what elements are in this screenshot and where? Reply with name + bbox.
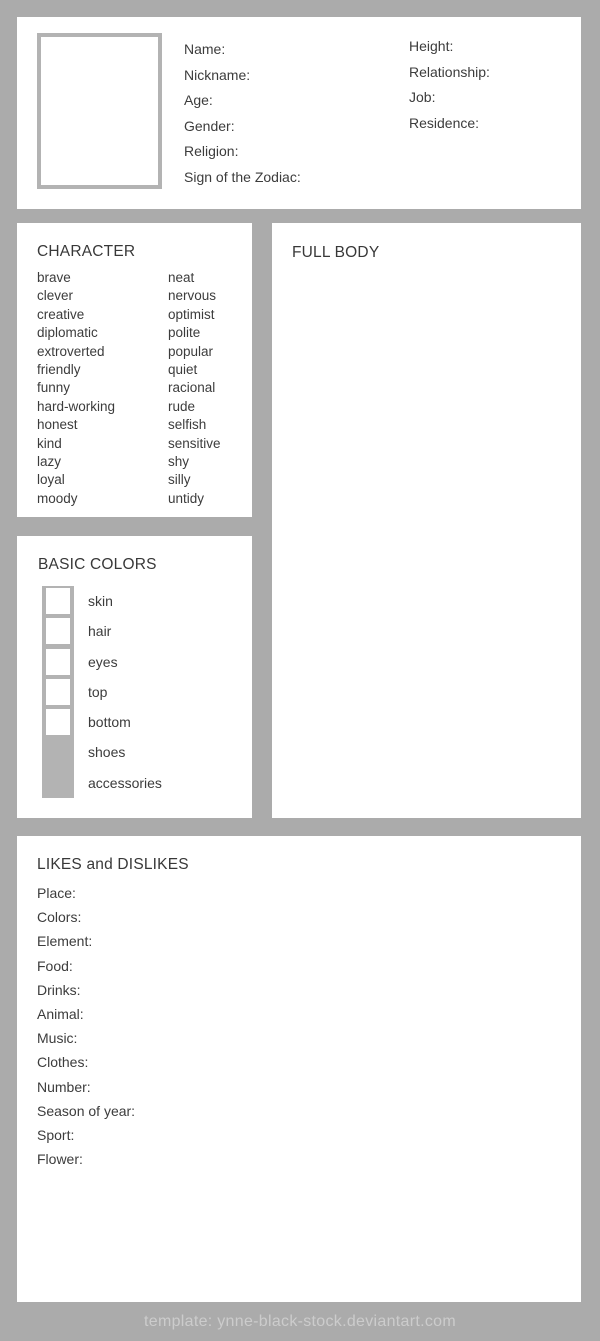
likes-field-label: Drinks: (37, 981, 81, 998)
trait-item: friendly (37, 362, 81, 378)
color-swatch[interactable] (46, 618, 70, 644)
trait-item: neat (168, 270, 195, 285)
basic-colors-title: BASIC COLORS (38, 556, 157, 573)
trait-list-right (168, 269, 221, 508)
trait-item: moody (37, 490, 78, 506)
trait-item: clever (37, 288, 74, 304)
trait-item: shy (168, 454, 190, 470)
trait-list-left (37, 269, 115, 508)
likes-field-label: Place: (37, 885, 76, 901)
basic-color-row (42, 737, 242, 767)
portrait-placeholder[interactable] (37, 33, 162, 189)
likes-field-label: Number: (37, 1078, 91, 1095)
color-swatch-label: skin (88, 593, 113, 609)
profile-fields-left (184, 37, 301, 190)
trait-item: polite (168, 325, 201, 341)
profile-field-label: Name: (184, 41, 226, 57)
trait-item: selfish (168, 417, 207, 433)
likes-field-list (37, 881, 135, 1171)
trait-item: kind (37, 435, 62, 451)
profile-field-label: Age: (184, 92, 213, 108)
color-swatch[interactable] (46, 679, 70, 705)
trait-item: brave (37, 270, 71, 285)
trait-item: sensitive (168, 435, 221, 451)
full-body-panel (272, 223, 581, 818)
trait-item: hard-working (37, 398, 116, 414)
color-swatch-label: top (88, 683, 108, 700)
profile-field-label: Job: (409, 89, 436, 105)
trait-item: lazy (37, 454, 62, 470)
trait-item: honest (37, 417, 78, 433)
likes-dislikes-title: LIKES and DISLIKES (37, 856, 189, 873)
likes-field-label: Clothes: (37, 1054, 89, 1071)
basic-color-row (42, 647, 242, 677)
trait-item: racional (168, 380, 216, 396)
profile-field-label: Gender: (184, 117, 235, 134)
trait-item: extroverted (37, 343, 105, 359)
basic-color-row (42, 586, 242, 616)
color-swatch-label: eyes (88, 653, 118, 670)
likes-field-label: Element: (37, 933, 93, 950)
trait-item: popular (168, 343, 214, 359)
profile-field-label: Relationship: (409, 63, 490, 80)
swatch-row-list (42, 586, 242, 798)
likes-dislikes-panel (17, 836, 581, 1302)
trait-item: silly (168, 472, 191, 488)
profile-panel (17, 17, 581, 209)
color-swatch[interactable] (46, 649, 70, 675)
basic-color-row (42, 768, 242, 798)
basic-color-row (42, 707, 242, 737)
profile-field-label: Nickname: (184, 66, 251, 83)
trait-item: optimist (168, 306, 215, 322)
trait-item: untidy (168, 490, 205, 506)
likes-field-label: Season of year: (37, 1102, 136, 1119)
character-panel (17, 223, 252, 517)
likes-field-label: Animal: (37, 1006, 84, 1023)
trait-item: creative (37, 306, 85, 322)
character-title: CHARACTER (37, 243, 136, 260)
profile-field-label: Sign of the Zodiac: (184, 168, 301, 185)
color-swatch[interactable] (46, 709, 70, 735)
full-body-drawing-area[interactable] (272, 223, 581, 818)
likes-field-label: Flower: (37, 1151, 83, 1168)
profile-field-label: Residence: (409, 114, 480, 131)
color-swatch[interactable] (46, 739, 70, 765)
footer-credit: template: ynne-black-stock.deviantart.com (144, 1313, 456, 1330)
basic-color-row (42, 616, 242, 646)
trait-item: diplomatic (37, 325, 98, 341)
color-swatch[interactable] (46, 588, 70, 614)
full-body-title: FULL BODY (292, 244, 380, 261)
trait-item: funny (37, 380, 71, 396)
basic-color-row (42, 677, 242, 707)
color-swatch-label: bottom (88, 714, 131, 731)
basic-colors-panel (17, 536, 252, 818)
likes-field-label: Food: (37, 957, 73, 974)
likes-field-label: Sport: (37, 1127, 75, 1144)
color-swatch-label: hair (88, 623, 112, 640)
profile-field-label: Height: (409, 38, 454, 54)
color-swatch[interactable] (46, 770, 70, 796)
color-swatch-label: accessories (88, 774, 162, 791)
color-swatch-label: shoes (88, 744, 126, 761)
likes-field-label: Colors: (37, 909, 82, 926)
trait-item: rude (168, 398, 196, 414)
profile-fields-right (409, 34, 490, 136)
trait-item: nervous (168, 288, 217, 304)
trait-item: quiet (168, 362, 198, 378)
trait-item: loyal (37, 472, 65, 488)
likes-field-label: Music: (37, 1030, 78, 1047)
profile-field-label: Religion: (184, 143, 239, 159)
